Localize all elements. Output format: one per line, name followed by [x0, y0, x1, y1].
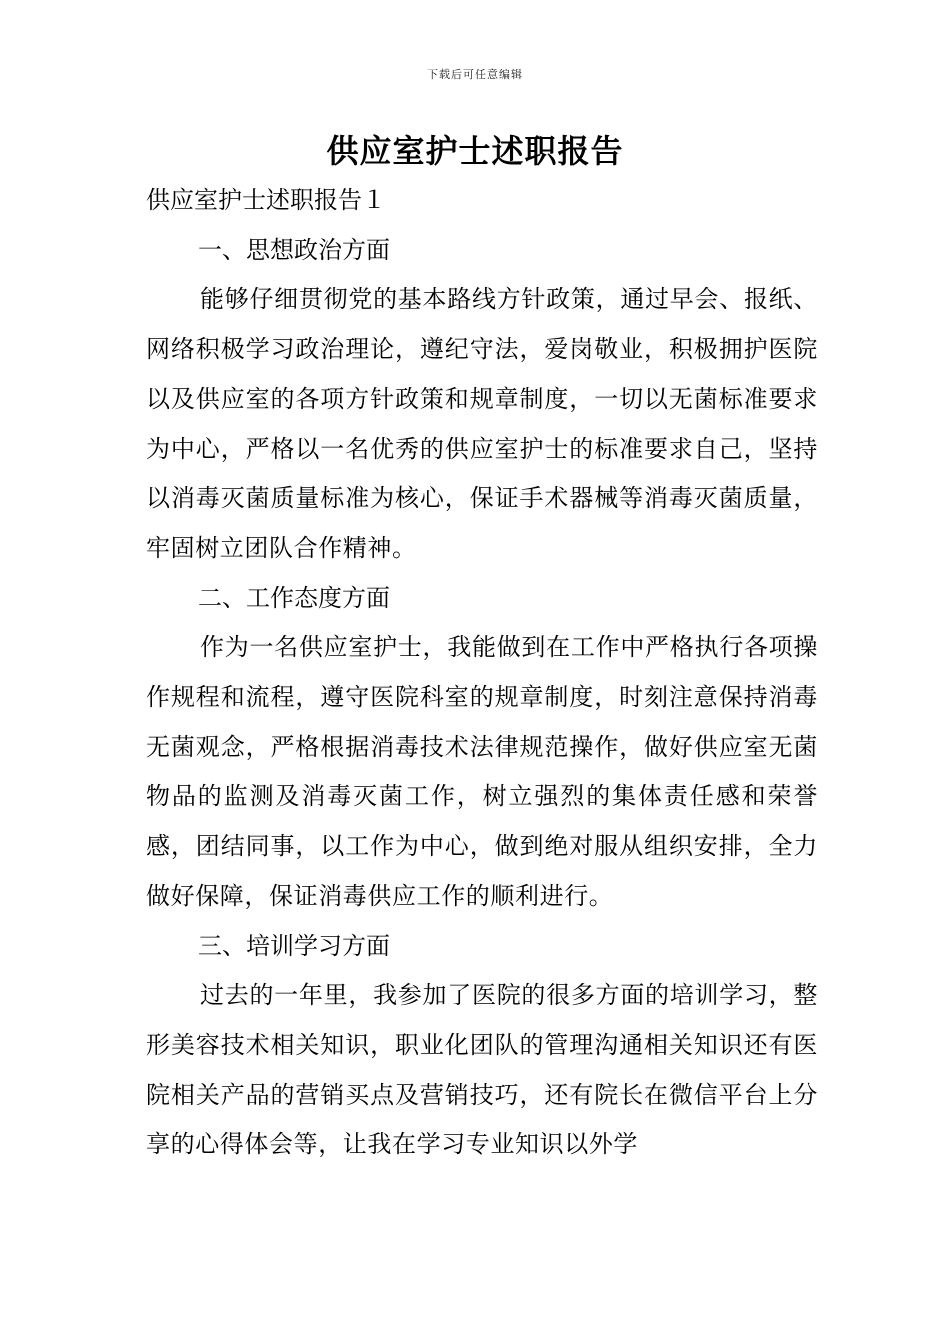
document-body — [146, 176, 818, 1170]
section-paragraph-training: 过去的一年里，我参加了医院的很多方面的培训学习，整形美容技术相关知识，职业化团队的管理沟通相关知识还有医院相关产品的营销买点及营销技巧，还有院长在微信平台上分享的心得体会等，让我在学习专业知识以外学 — [146, 981, 818, 1159]
report-subtitle: 供应室护士述职报告１ — [146, 186, 386, 214]
header-note: 下载后可任意编辑 — [427, 68, 523, 81]
section-paragraph-attitude: 作为一名供应室护士，我能做到在工作中严格执行各项操作规程和流程，遵守医院科室的规章制度，时刻注意保持消毒无菌观念，严格根据消毒技术法律规范操作，做好供应室无菌物品的监测及消毒灭菌工作，树立强烈的集体责任感和荣誉感，团结同事，以工作为中心，做到绝对服从组织安排，全力做好保障，保证消毒供应工作的顺利进行。 — [146, 633, 818, 910]
section-paragraph-political: 能够仔细贯彻党的基本路线方针政策，通过早会、报纸、网络积极学习政治理论，遵纪守法，爱岗敬业，积极拥护医院以及供应室的各项方针政策和规章制度，一切以无菌标准要求为中心，严格以一名优秀的供应室护士的标准要求自己，坚持以消毒灭菌质量标准为核心，保证手术器械等消毒灭菌质量，牢固树立团队合作精神。 — [146, 285, 818, 562]
section-heading-political: 一、思想政治方面 — [198, 235, 390, 264]
section-heading-training: 三、培训学习方面 — [198, 931, 390, 960]
document-title: 供应室护士述职报告 — [326, 132, 624, 170]
section-heading-attitude: 二、工作态度方面 — [198, 583, 390, 612]
